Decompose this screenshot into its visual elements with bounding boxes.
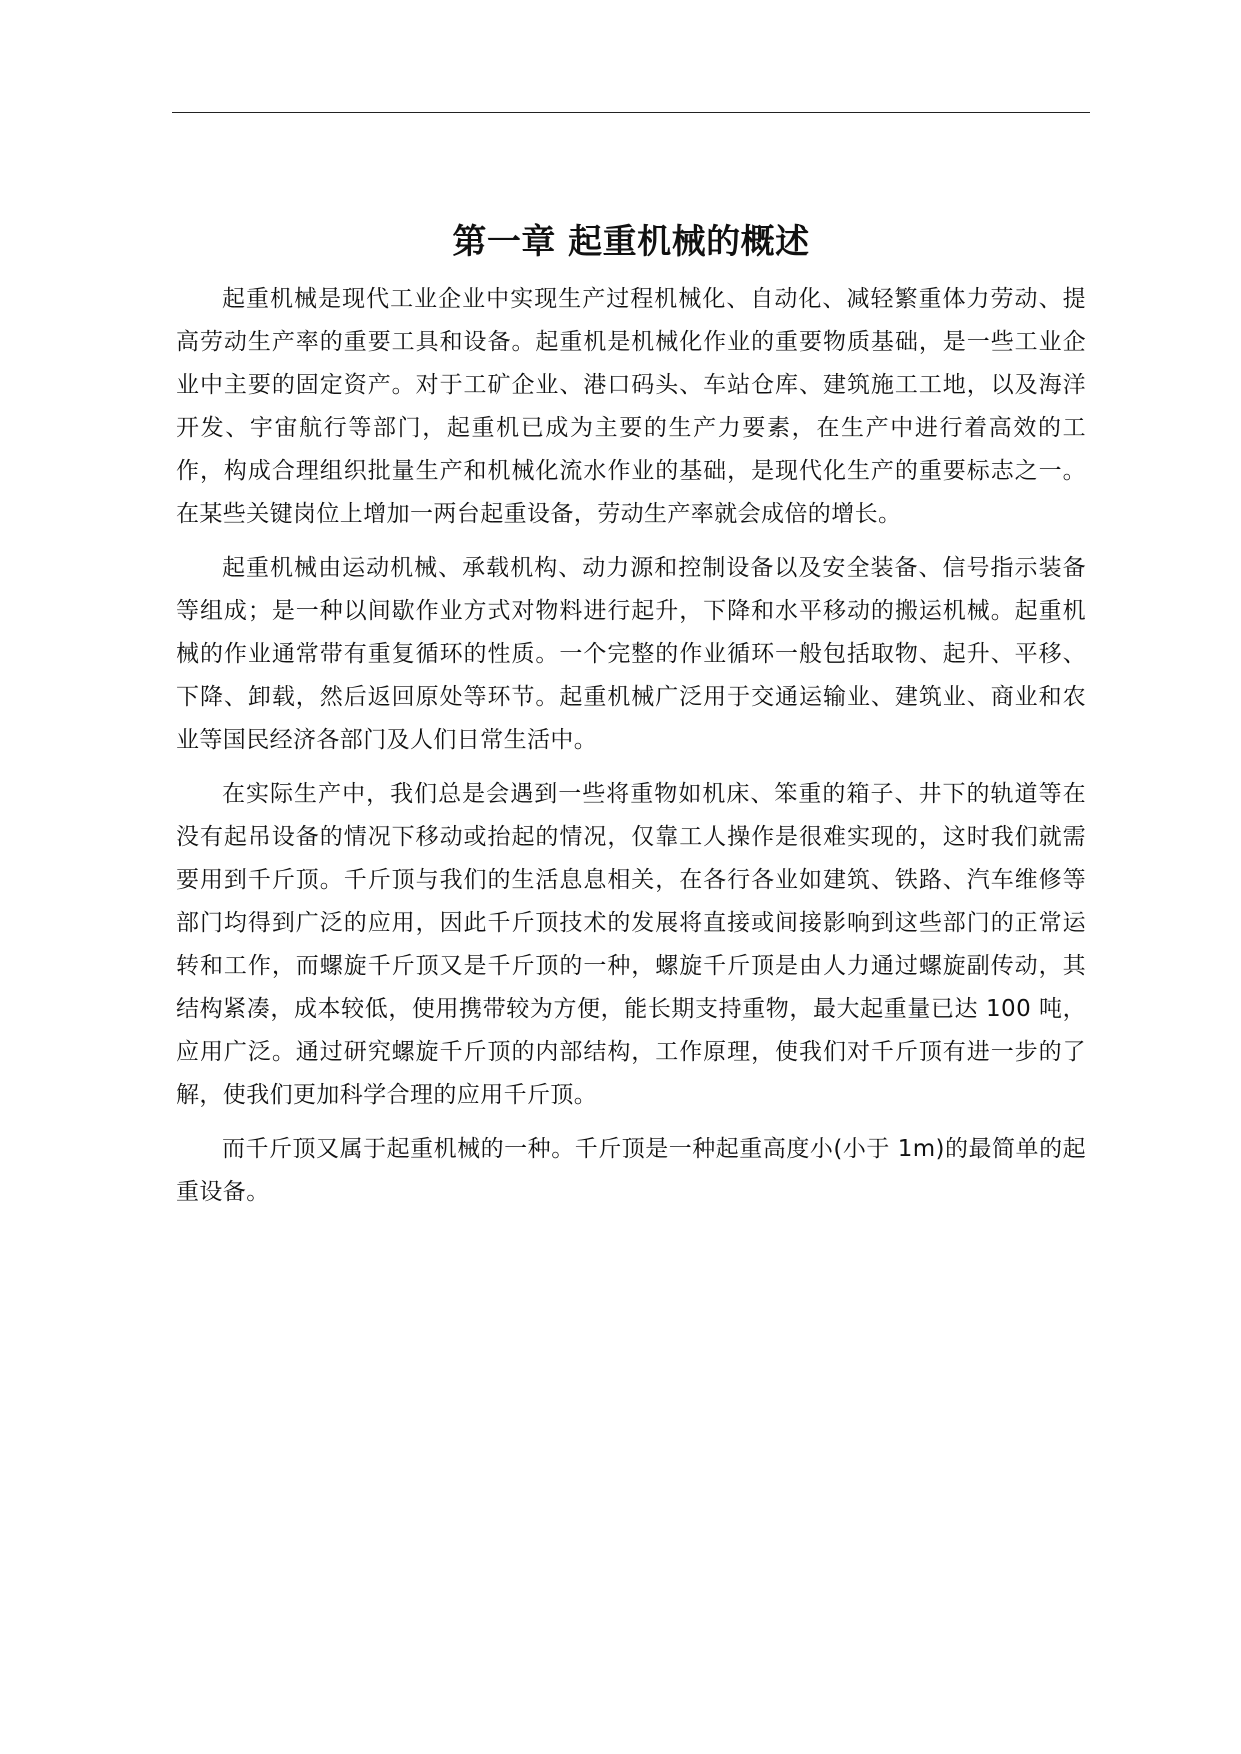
header-rule [172, 112, 1090, 113]
body-text [176, 278, 1086, 1214]
paragraph-jack-definition: 而千斤顶又属于起重机械的一种。千斤顶是一种起重高度小(小于 1m)的最简单的起重设备。 [176, 1136, 1086, 1205]
paragraph-crane-composition: 起重机械由运动机械、承载机构、动力源和控制设备以及安全装备、信号指示装备等组成；是一种以间歇作业方式对物料进行起升，下降和水平移动的搬运机械。起重机械的作业通常带有重复循环的性质。一个完整的作业循环一般包括取物、起升、平移、下降、卸载，然后返回原处等环节。起重机械广泛用于交通运输业、建筑业、商业和农业等国民经济各部门及人们日常生活中。 [176, 555, 1086, 753]
paragraph-crane-importance: 起重机械是现代工业企业中实现生产过程机械化、自动化、减轻繁重体力劳动、提高劳动生产率的重要工具和设备。起重机是机械化作业的重要物质基础，是一些工业企业中主要的固定资产。对于工矿企业、港口码头、车站仓库、建筑施工工地，以及海洋开发、宇宙航行等部门，起重机已成为主要的生产力要素，在生产中进行着高效的工作，构成合理组织批量生产和机械化流水作业的基础，是现代化生产的重要标志之一。在某些关键岗位上增加一两台起重设备，劳动生产率就会成倍的增长。 [176, 286, 1086, 527]
chapter-title: 第一章 起重机械的概述 [452, 222, 810, 262]
paragraph-jack-application: 在实际生产中，我们总是会遇到一些将重物如机床、笨重的箱子、井下的轨道等在没有起吊设备的情况下移动或抬起的情况，仅靠工人操作是很难实现的，这时我们就需要用到千斤顶。千斤顶与我们的生活息息相关，在各行各业如建筑、铁路、汽车维修等部门均得到广泛的应用，因此千斤顶技术的发展将直接或间接影响到这些部门的正常运转和工作，而螺旋千斤顶又是千斤顶的一种，螺旋千斤顶是由人力通过螺旋副传动，其结构紧凑，成本较低，使用携带较为方便，能长期支持重物，最大起重量已达 100 吨，应用广泛。通过研究螺旋千斤顶的内部结构，工作原理，使我们对千斤顶有进一步的了解，使我们更加科学合理的应用千斤顶。 [176, 781, 1086, 1108]
